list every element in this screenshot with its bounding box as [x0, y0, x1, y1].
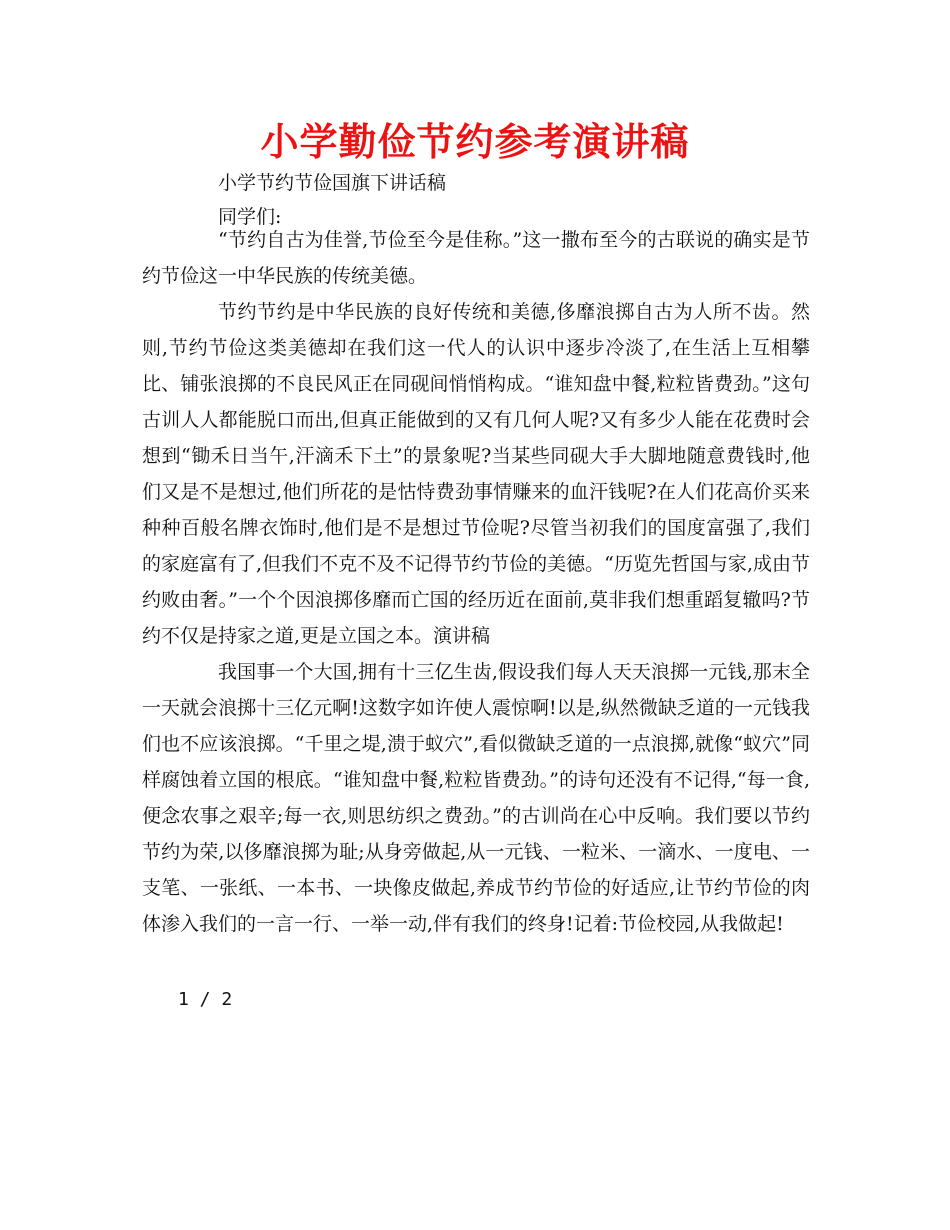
paragraph-2: 节约节约是中华民族的良好传统和美德,侈靡浪掷自古为人所不齿。然则,节约节俭这类美德却在我们这一代人的认识中逐步冷淡了,在生活上互相攀比、铺张浪掷的不良民风正在同砚间悄悄构成。“谁知盘中餐,粒粒皆费劲。”这句古训人人都能脱口而出,但真正能做到的又有几何人呢?又有多少人能在花费时会想到“锄禾日当午,汗滴禾下土”的景象呢?当某些同砚大手大脚地随意费钱时,他们又是不是想过,他们所花的是怙恃费劲事情赚来的血汗钱呢?在人们花高价买来种种百般名牌衣饰时,他们是不是想过节俭呢?尽管当初我们的国度富强了,我们的家庭富有了,但我们不克不及不记得节约节俭的美德。“历览先哲国与家,成由节约败由奢。”一个个因浪掷侈靡而亡国的经历近在面前,莫非我们想重蹈复辙吗?节约不仅是持家之道,更是立国之本。演讲稿: [142, 301, 810, 647]
document-title: 小学勤俭节约参考演讲稿: [260, 120, 690, 164]
document-body: [142, 222, 810, 942]
paragraph-1: “节约自古为佳誉,节俭至今是佳称。”这一撒布至今的古联说的确实是节约节俭这一中华民族的传统美德。: [142, 229, 810, 287]
greeting: 同学们:: [218, 206, 282, 228]
paragraph-3: 我国事一个大国,拥有十三亿生齿,假设我们每人天天浪掷一元钱,那末全一天就会浪掷十三亿元啊!这数字如许使人震惊啊!以是,纵然微缺乏道的一元钱我们也不应该浪掷。“千里之堤,溃于蚁穴”,看似微缺乏道的一点浪掷,就像“蚁穴”同样腐蚀着立国的根底。“谁知盘中餐,粒粒皆费劲。”的诗句还没有不记得,“每一食,便念农事之艰辛;每一衣,则思纺织之费劲。”的古训尚在心中反响。我们要以节约节约为荣,以侈靡浪掷为耻;从身旁做起,从一元钱、一粒米、一滴水、一度电、一支笔、一张纸、一本书、一块像皮做起,养成节约节俭的好适应,让节约节俭的肉体渗入我们的一言一行、一举一动,伴有我们的终身!记着:节俭校园,从我做起!: [142, 661, 810, 935]
page-number: 1 / 2: [178, 989, 233, 1010]
document-subtitle: 小学节约节俭国旗下讲话稿: [218, 172, 447, 194]
